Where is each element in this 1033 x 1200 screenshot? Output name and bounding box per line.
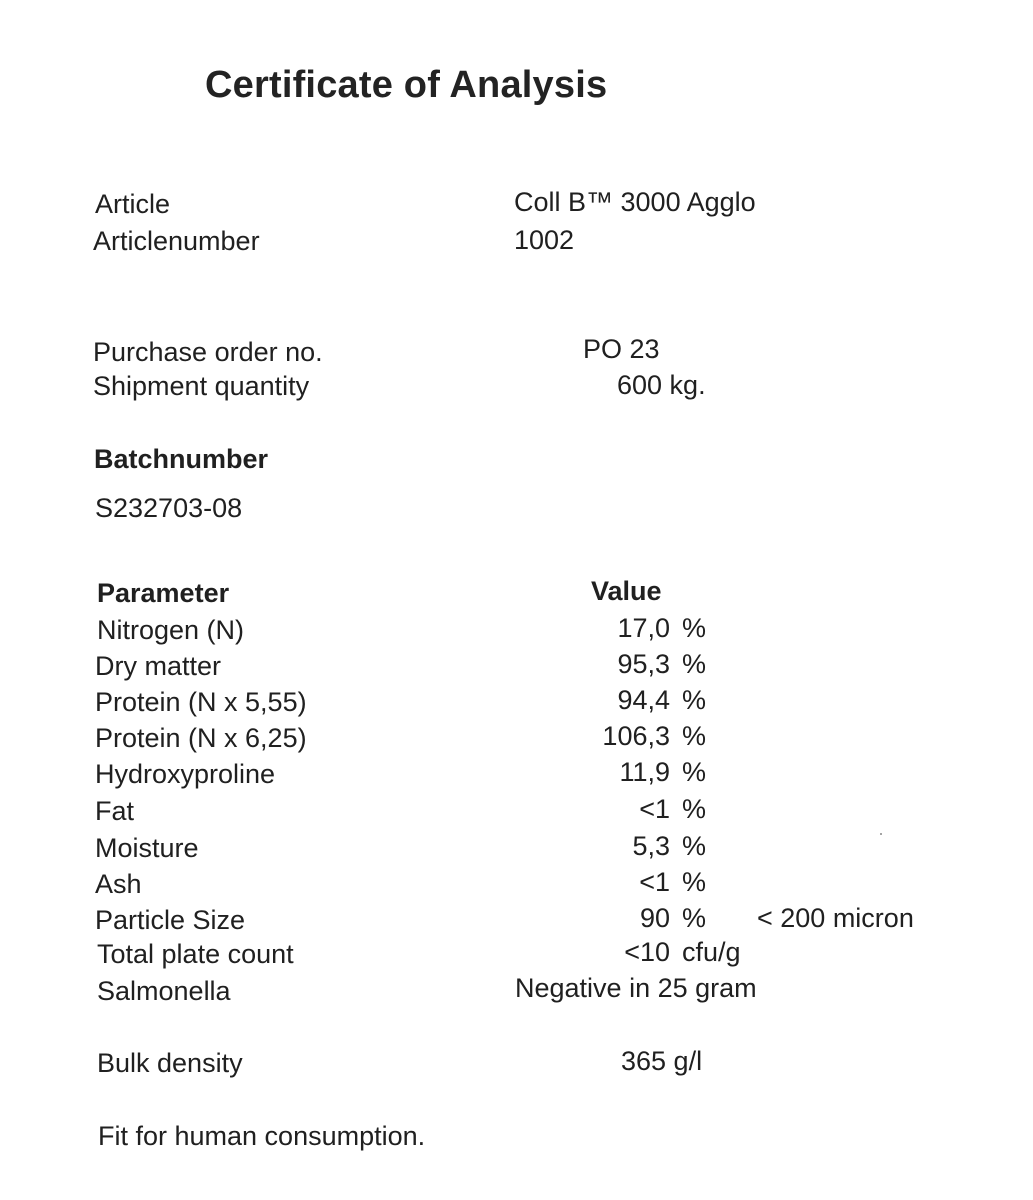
parameter-value: 90: [639, 903, 670, 933]
purchase-order-label: Purchase order no.: [93, 337, 323, 367]
parameter-name: Protein (N x 5,55): [95, 687, 307, 717]
parameter-value: <1: [639, 867, 670, 897]
article-value: Coll B™ 3000 Agglo: [514, 187, 756, 217]
parameter-unit: %: [682, 794, 707, 824]
parameter-unit: cfu/g: [682, 937, 741, 967]
parameter-value: 106,3: [602, 721, 670, 751]
parameter-name: Fat: [95, 796, 135, 826]
batchnumber-label: Batchnumber: [94, 444, 269, 474]
parameter-unit: %: [682, 831, 707, 861]
value-header: Value: [591, 576, 662, 606]
consumption-note: Fit for human consumption.: [98, 1121, 426, 1151]
parameter-value: 94,4: [617, 685, 670, 715]
parameter-header: Parameter: [97, 578, 230, 608]
parameter-value: <1: [639, 794, 670, 824]
parameter-unit: %: [682, 685, 707, 715]
parameter-name: Particle Size: [95, 905, 246, 935]
shipment-quantity-value: 600 kg.: [617, 370, 706, 400]
parameter-name: Nitrogen (N): [97, 615, 245, 645]
parameter-unit: %: [682, 721, 707, 751]
parameter-name: Total plate count: [97, 939, 294, 969]
article-label: Article: [95, 189, 171, 219]
parameter-name: Dry matter: [95, 651, 222, 681]
parameter-value: <10: [624, 937, 670, 967]
parameter-value: 17,0: [617, 613, 670, 643]
parameter-value: 11,9: [619, 757, 670, 787]
parameter-name: Protein (N x 6,25): [95, 723, 307, 753]
parameter-name: Hydroxyproline: [95, 759, 276, 789]
parameter-name: Salmonella: [97, 976, 231, 1006]
parameter-unit: %: [682, 649, 707, 679]
parameter-unit: %: [682, 757, 707, 787]
parameter-value: 5,3: [632, 831, 670, 861]
parameter-unit: %: [682, 613, 707, 643]
parameter-value: 95,3: [617, 649, 670, 679]
articlenumber-label: Articlenumber: [93, 226, 260, 256]
parameter-note: < 200 micron: [757, 903, 914, 933]
articlenumber-value: 1002: [514, 225, 575, 255]
batchnumber-value: S232703-08: [95, 493, 243, 523]
scan-speck: [880, 833, 882, 835]
bulk-density-value: 365 g/l: [621, 1046, 703, 1076]
parameter-name: Ash: [95, 869, 142, 899]
parameter-value: Negative in 25 gram: [515, 973, 757, 1003]
parameter-unit: %: [682, 867, 707, 897]
parameter-unit: %: [682, 903, 707, 933]
parameter-name: Moisture: [95, 833, 199, 863]
document-title: Certificate of Analysis: [205, 64, 608, 106]
bulk-density-label: Bulk density: [97, 1048, 243, 1078]
shipment-quantity-label: Shipment quantity: [93, 371, 310, 401]
purchase-order-value: PO 23: [583, 334, 660, 364]
